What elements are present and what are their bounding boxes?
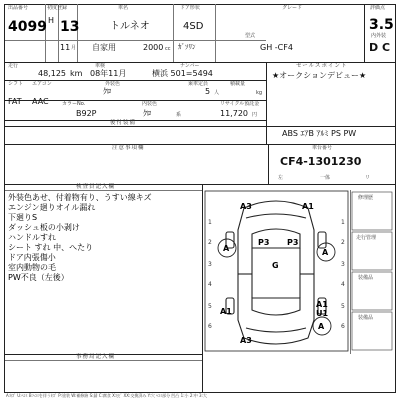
side-label-left: 1 xyxy=(208,219,212,226)
hood-line xyxy=(246,214,306,218)
right-panel-boxes xyxy=(352,192,392,350)
damage-mark: A3 xyxy=(240,336,252,345)
int-grade-label: 内外装 xyxy=(371,33,387,39)
sales-point-label: セールスポイント xyxy=(296,63,348,69)
damage-mark: A1 xyxy=(316,300,328,309)
legend-footer: A:ｷｽﾞ U:ﾍｺﾐ B:ﾍｺﾐを伴うｷｽﾞ P:塗装 W:補修跡 S:錆 C:腐食 X:ﾋﾋﾞ XX:交換済み Y:穴 ﾍｺﾐ部分 凹凸 1:小 2:中 3:大 xyxy=(6,393,207,398)
opt-label-ri: リ xyxy=(365,175,371,181)
reg-month-unit: 月 xyxy=(71,45,77,51)
damage-mark: A xyxy=(318,322,325,331)
dealer-header: 事務局記入欄 xyxy=(76,354,116,360)
wheels xyxy=(226,232,326,314)
rule-main-divider xyxy=(202,184,203,392)
notes-header: 注意事項欄 xyxy=(112,145,145,151)
remark-line: ドア内張傷小 xyxy=(8,253,56,262)
side-label-left: 3 xyxy=(208,261,212,268)
side-label-left: 6 xyxy=(208,323,212,330)
shaken-date: 08年11月 xyxy=(90,69,127,78)
mileage: 48,125 xyxy=(38,69,66,78)
inspector-header: 検査員記入欄 xyxy=(76,184,116,190)
use-type: 自家用 xyxy=(92,43,116,52)
ext-color: ｸﾛ xyxy=(103,87,111,96)
after-equip-label: 後付装備 xyxy=(110,120,137,126)
score-label: 評価点 xyxy=(370,5,386,11)
side-label-right: 3 xyxy=(341,261,345,268)
car-name: トルネオ xyxy=(110,21,150,32)
door-type: 4SD xyxy=(183,21,204,32)
capacity-unit: 人 xyxy=(214,90,220,96)
rule-top-mid xyxy=(4,40,266,41)
rule-equip-mid xyxy=(4,126,396,127)
capacity: 5 xyxy=(205,87,211,96)
int-color: ｸﾛ xyxy=(143,109,151,118)
shaken-label: 車検 xyxy=(95,63,106,69)
damage-mark: U1 xyxy=(316,309,329,318)
int-color-unit: 系 xyxy=(176,112,182,118)
remark-line: 外装色あせ、付着物有り、うすい線キズ xyxy=(8,193,152,202)
side-label-right: 6 xyxy=(341,323,345,330)
rule-sales-divider xyxy=(266,62,267,144)
displacement: 2000 xyxy=(143,43,164,52)
side-label-right: 5 xyxy=(341,303,345,310)
model-label: 型式 xyxy=(245,33,256,39)
right-box-label: 装備品 xyxy=(358,315,374,321)
rule-notes-top xyxy=(4,144,396,145)
opt-label-unit: 一体 xyxy=(320,175,331,181)
recycle-label: リサイクル預託金 xyxy=(220,101,260,107)
damage-mark: G xyxy=(272,261,279,270)
side-label-left: 5 xyxy=(208,303,212,310)
color-no-label: カラーNo. xyxy=(62,101,86,107)
car-damage-diagram xyxy=(204,190,394,352)
ext-color-label: 外装色 xyxy=(105,81,121,87)
reg-month: 11 xyxy=(60,43,71,52)
fuel-type: ｶﾞｿﾘﾝ xyxy=(178,43,196,51)
shift-label: シフト xyxy=(8,81,24,87)
diagram-frame xyxy=(205,191,348,351)
right-box-label: 装備品 xyxy=(358,275,374,281)
rule-era-divider xyxy=(58,4,59,62)
plate-no: 横浜 501=5494 xyxy=(152,69,213,78)
capacity-label: 乗車定員 xyxy=(188,81,209,87)
rule-left xyxy=(4,4,5,392)
damage-mark: A xyxy=(223,244,230,253)
side-label-right: 4 xyxy=(341,281,345,288)
rule-car-divider xyxy=(173,4,174,62)
trunk-line xyxy=(246,328,306,332)
side-label-left: 2 xyxy=(208,239,212,246)
int-color-label: 内装色 xyxy=(142,101,158,107)
side-label-right: 2 xyxy=(341,239,345,246)
mileage-label: 走行 xyxy=(8,63,19,69)
grade-label: グレード xyxy=(282,5,303,11)
first-reg-label: 初度登録 xyxy=(47,5,68,11)
model-code: GH -CF4 xyxy=(260,43,293,52)
car-outline xyxy=(238,201,314,344)
lot-no: 4099 xyxy=(8,19,47,35)
damage-mark: A1 xyxy=(302,202,314,211)
remark-line: ダッシュ板の小剥け xyxy=(8,223,80,232)
era-letter: H xyxy=(48,16,55,25)
recycle-unit: 円 xyxy=(252,112,258,118)
rule-main-top xyxy=(4,184,396,185)
plate-label: ナンバー xyxy=(180,63,200,69)
remark-line: ハンドルすれ xyxy=(8,233,56,242)
rear-window xyxy=(252,298,300,315)
remark-line: PW不良（左後） xyxy=(8,273,69,282)
remark-line: 室内動物の毛 xyxy=(8,263,56,272)
side-label-right: 1 xyxy=(341,219,345,226)
chassis-no: CF4-1301230 xyxy=(280,155,362,168)
car-body xyxy=(238,201,314,344)
remark-line: 下廻りS xyxy=(8,213,38,222)
load-label: 積載量 xyxy=(230,81,246,87)
int-ext-grade: D C xyxy=(369,41,391,54)
sales-point: ★オークションデビュー★ xyxy=(272,71,367,80)
damage-mark: P3 xyxy=(258,238,270,247)
rule-right xyxy=(395,4,396,392)
score: 3.5 xyxy=(369,17,394,33)
lot-no-label: 出品番号 xyxy=(8,5,29,11)
damage-mark: A xyxy=(322,248,329,257)
right-box-label: 走行管理 xyxy=(356,235,377,241)
remark-line: シート すれ 中、へたり xyxy=(8,243,94,252)
displacement-unit: cc xyxy=(165,46,171,52)
reg-year: 13 xyxy=(60,19,80,35)
car-name-label: 車名 xyxy=(118,5,129,11)
damage-mark: A1 xyxy=(220,307,232,316)
chassis-label: 車台番号 xyxy=(312,145,333,151)
damage-mark: A3 xyxy=(240,202,252,211)
rule-chassis-divider xyxy=(268,144,269,184)
mileage-unit: km xyxy=(70,69,83,78)
load-unit: kg xyxy=(256,90,263,96)
recycle-fee: 11,720 xyxy=(220,109,248,118)
right-box-label: 修理歴 xyxy=(358,195,374,201)
shift: FAT xyxy=(8,97,22,106)
remark-line: エンジン廻りオイル漏れ xyxy=(8,203,96,212)
damage-mark: P3 xyxy=(287,238,299,247)
equipment-list: ABS ｴｱB ｱﾙﾐ PS PW xyxy=(282,129,357,138)
door-label: ドア形状 xyxy=(180,5,200,11)
rule-door-divider xyxy=(215,4,216,62)
aircon-label: エアコン xyxy=(32,81,52,87)
side-label-left: 4 xyxy=(208,281,212,288)
aircon: AAC xyxy=(32,97,49,106)
rule-score-divider xyxy=(364,4,365,62)
color-no: B92P xyxy=(76,109,97,118)
opt-label-left: 左 xyxy=(278,175,284,181)
